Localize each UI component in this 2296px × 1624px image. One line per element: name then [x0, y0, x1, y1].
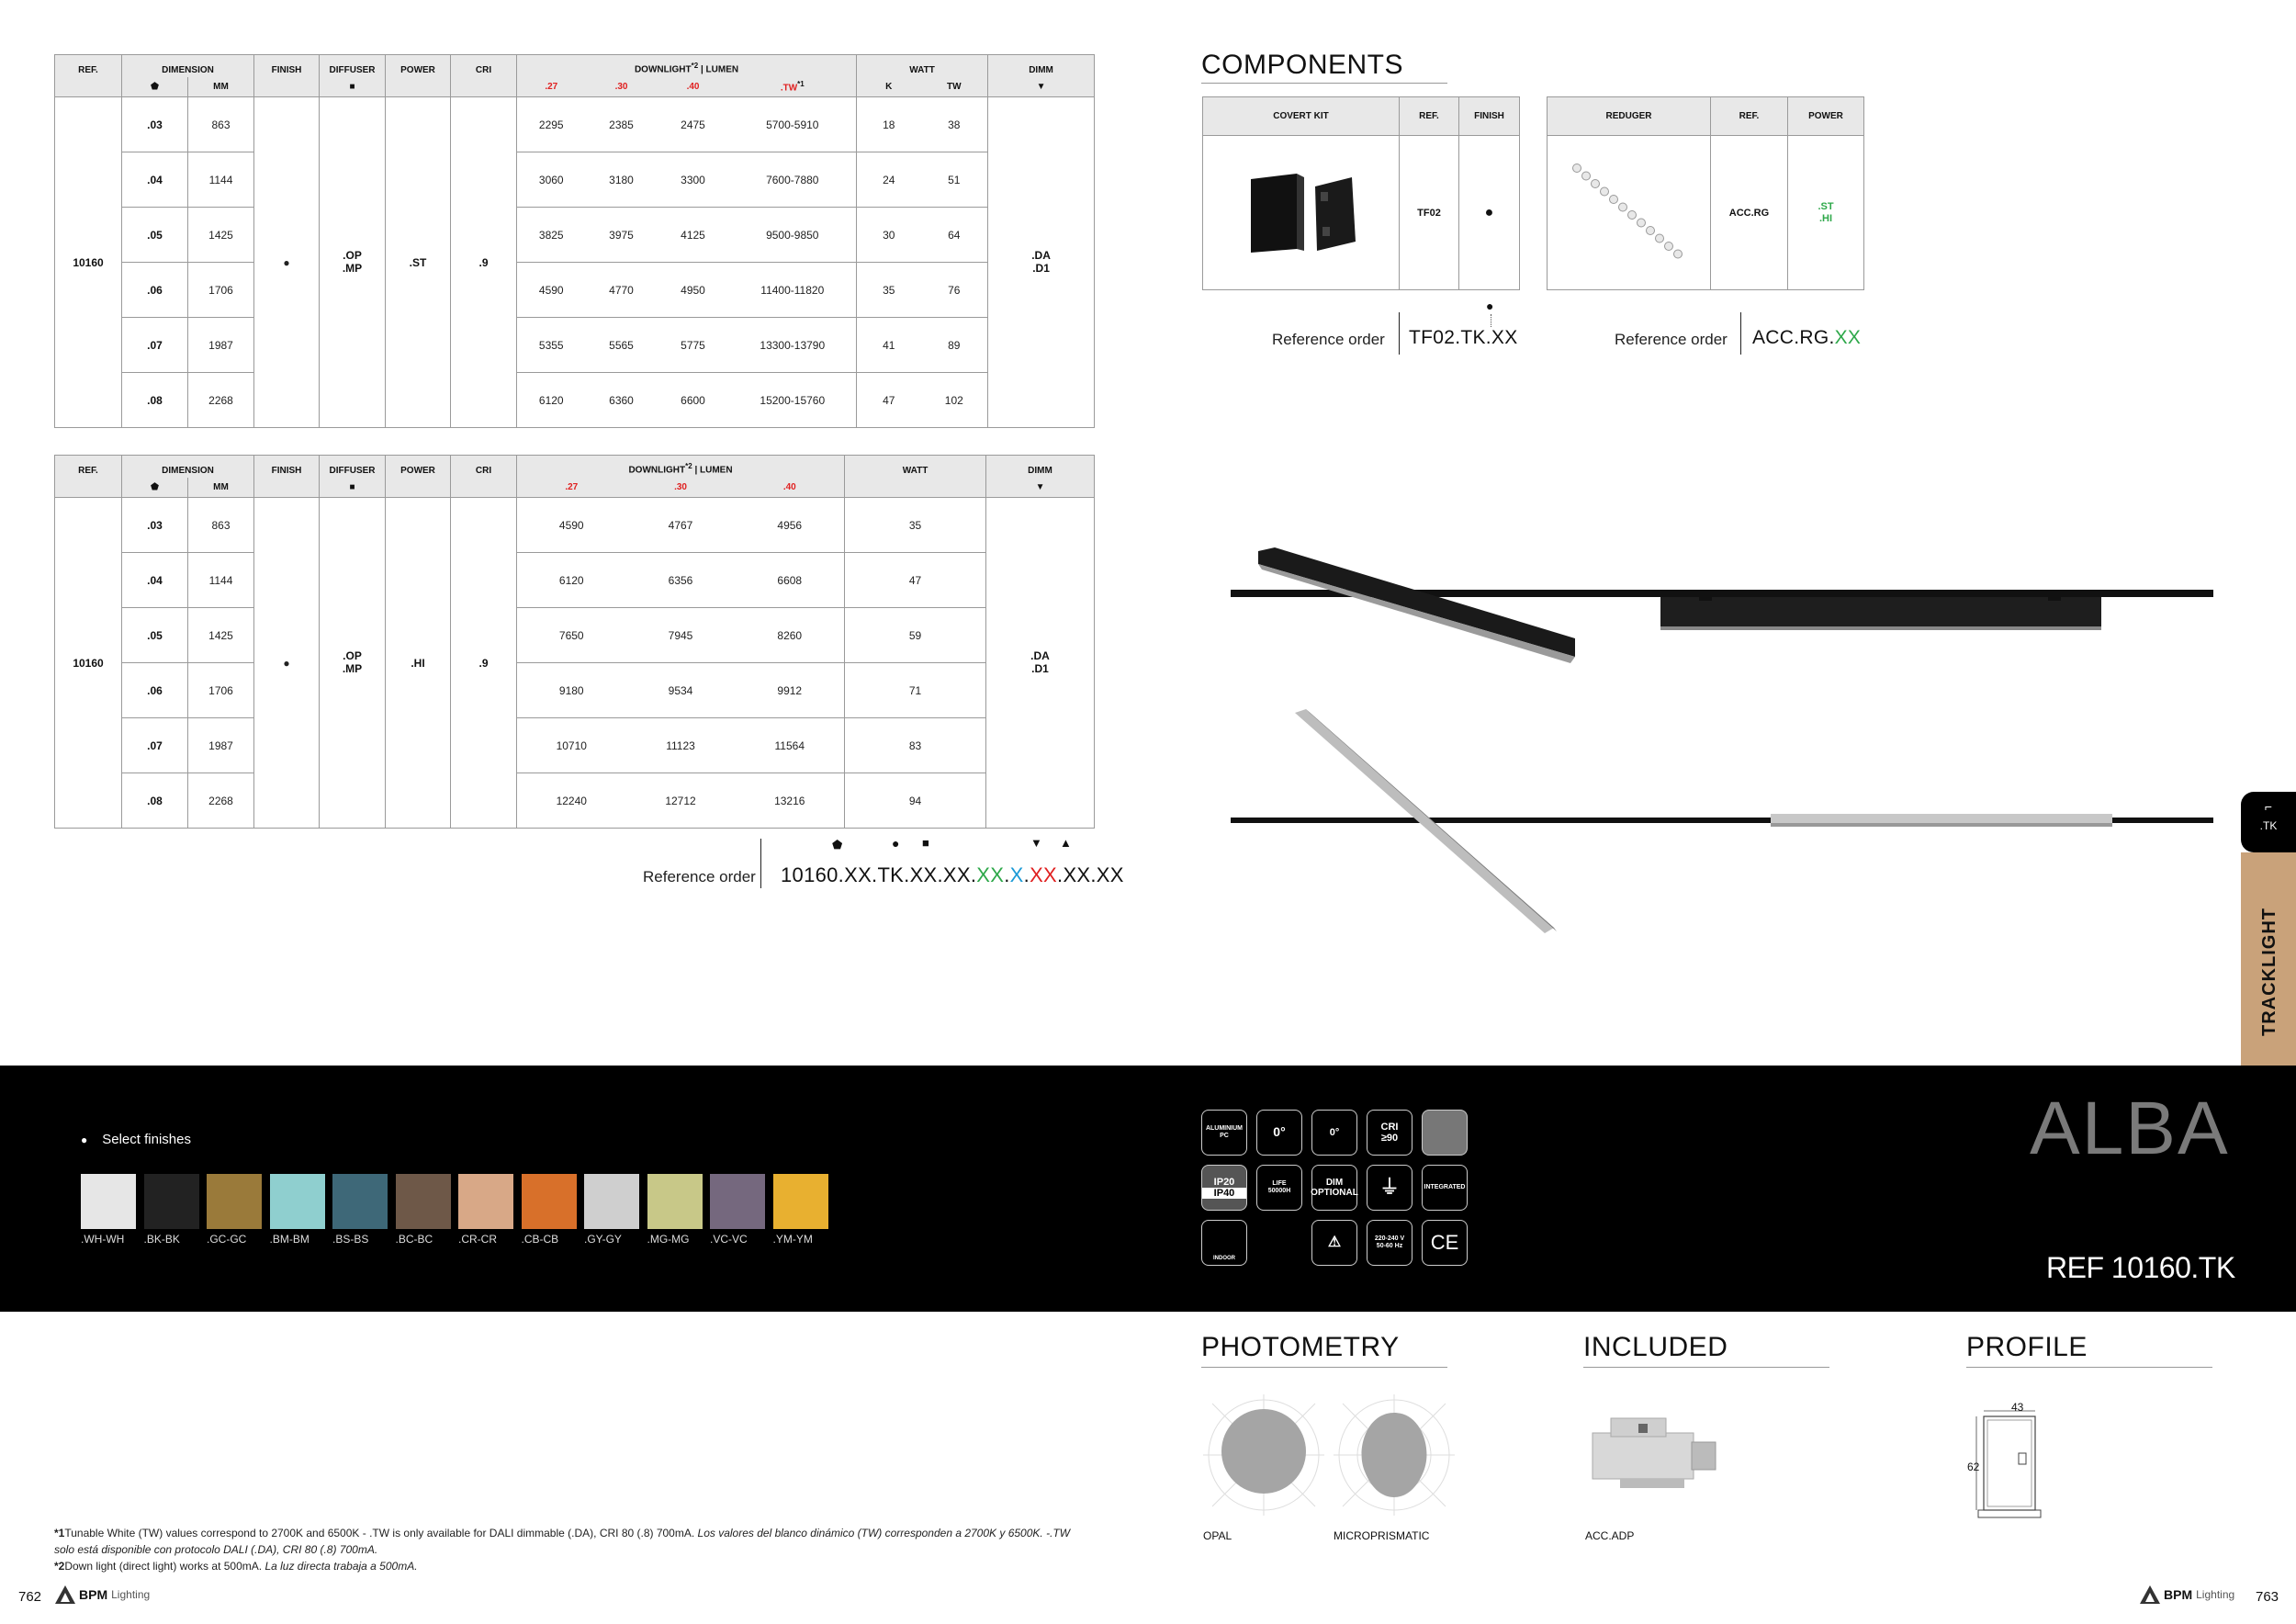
diffuser-marker: ■ [922, 836, 929, 850]
product-ref: REF 10160.TK [2046, 1251, 2235, 1284]
table-row: 10160 .03 863 ● .OP .MP .ST .9 2295 2385 2475 5700-5910 18 38 .DA .D1 [55, 97, 1095, 152]
track-icon: ⌐ [2264, 799, 2273, 814]
footnotes: *1Tunable White (TW) values correspond to 2700K and 6500K - .TW is only available for DALI dimmable (.DA), CRI 80 (.8) 700mA. Los valores del blanco dinámico (TW) corresponden a 2700K y 6500K. -.TW solo está disponible con protocolo DALI (.DA), CRI 80 (.8) 700mA. *2Down light (direct light) works at 500mA. La luz directa trabaja a 500mA. [54, 1527, 1071, 1573]
finish-swatch[interactable] [584, 1174, 639, 1229]
finish-label: .WH-WH [81, 1233, 125, 1246]
th-downlight: DOWNLIGHT$^{*2}$ | LUMEN [517, 55, 857, 77]
profile-title: PROFILE [1966, 1332, 2088, 1362]
finish-label: .GC-GC [207, 1233, 247, 1246]
finish-label: .VC-VC [710, 1233, 748, 1246]
th-ref: REF. [55, 55, 122, 77]
finish-swatch[interactable] [647, 1174, 703, 1229]
th-watt: WATT [857, 55, 988, 77]
select-finishes: ● Select finishes [81, 1132, 191, 1147]
tracklight-label: TRACKLIGHT [2259, 908, 2279, 1036]
finish-label: .BM-BM [269, 1233, 310, 1246]
diffuser-cell: .OP .MP [320, 97, 386, 428]
aluminium-icon: ALUMINIUM PC [1201, 1110, 1247, 1156]
finish-swatch[interactable] [710, 1174, 765, 1229]
finish-swatch[interactable] [332, 1174, 388, 1229]
finish-marker: ● [892, 836, 900, 851]
page-number-right: 763 [2256, 1589, 2279, 1605]
covert-kit-table: COVERT KIT REF. FINISH TF02 ● [1202, 96, 1520, 290]
photometry-opal [1203, 1394, 1324, 1516]
finish-swatch[interactable] [396, 1174, 451, 1229]
covert-kit-image [1203, 136, 1400, 290]
finish-swatch[interactable] [207, 1174, 262, 1229]
table-row: .08 2268 12240 12712 13216 94 [55, 773, 1095, 829]
reducer-table: REDUGER REF. POWER ACC.RG .ST .HI [1547, 96, 1864, 290]
tilt-icon: 0° [1256, 1110, 1302, 1156]
product-name: ALBA [2030, 1087, 2230, 1170]
reducer-order-code: ACC.RG.XX [1752, 327, 1862, 348]
reference-order-code: 10160.XX.TK.XX.XX.XX.X.XX.XX.XX [781, 863, 1124, 886]
finish-swatch[interactable] [270, 1174, 325, 1229]
side-tab[interactable] [2241, 852, 2296, 1066]
table-row: .07 1987 5355 5565 5775 13300-13790 41 89 [55, 318, 1095, 373]
th-mm: MM [188, 77, 254, 97]
th-diffuser: DIFFUSER [320, 55, 386, 77]
reducer-image [1548, 136, 1711, 290]
spec-table-st: REF. DIMENSION FINISH DIFFUSER POWER CRI DOWNLIGHT$^{*2}$ | LUMEN WATT DIMM ⬟ MM ■ .27 .30 .40 .TW$^{*1}$ K TW ▼ 10160 .03 863 ● .OP .MP .ST .9 2295 2385 2475 5700-5910 18 38 .DA .D1 .04 1144 3060 3180 3300 7600-7880 24 51 .05 1425 3825 3975 4125 9500-9850 30 64 .06 1706 4590 4770 4950 11400-11820 35 76 .07 1987 5355 5565 5775 13300-13790 41 89 .08 2268 6120 6360 6600 15200-15760 47 102 [54, 54, 1095, 428]
indoor-icon: INDOOR [1201, 1220, 1247, 1266]
dim-icon: DIM OPTIONAL [1311, 1165, 1357, 1211]
finish-label: .CR-CR [458, 1233, 497, 1246]
dimm-marker: ▼ [1030, 836, 1042, 850]
dimension-marker: ⬟ [832, 838, 843, 851]
th-power: POWER [386, 55, 451, 77]
life-icon: LIFE 50000H [1256, 1165, 1302, 1211]
finish-swatch[interactable] [458, 1174, 513, 1229]
included-title: INCLUDED [1583, 1332, 1728, 1362]
finish-label: .BK-BK [143, 1233, 180, 1246]
covert-finish-marker: ● [1486, 299, 1494, 313]
finish-label: .YM-YM [772, 1233, 813, 1246]
diffuser-icon: ■ [320, 77, 386, 97]
covert-order-code: TF02.TK.XX [1409, 327, 1518, 348]
ref-cell: 10160 [55, 97, 122, 428]
ip-rating-icon: IP20 IP40 [1201, 1165, 1247, 1211]
integrated-icon: INTEGRATED [1422, 1165, 1468, 1211]
glare-icon: ⚠ [1311, 1220, 1357, 1266]
earth-icon: ⏚ [1367, 1165, 1412, 1211]
finish-label: .BC-BC [395, 1233, 433, 1246]
product-render [1221, 542, 2223, 946]
bullet-icon: ● [81, 1133, 88, 1146]
table-row: .04 1144 3060 3180 3300 7600-7880 24 51 [55, 152, 1095, 208]
finish-swatch[interactable] [81, 1174, 136, 1229]
th-dimension: DIMENSION [122, 55, 254, 77]
side-tab-code-box[interactable]: ⌐ .TK [2241, 792, 2296, 852]
finish-swatch[interactable] [144, 1174, 199, 1229]
dimm-icon: ▼ [988, 77, 1095, 97]
table-row: .05 1425 3825 3975 4125 9500-9850 30 64 [55, 208, 1095, 263]
page-number-left: 762 [18, 1589, 42, 1605]
th-cri: CRI [451, 55, 517, 77]
dimm-cell: .DA .D1 [988, 97, 1095, 428]
photometry-title: PHOTOMETRY [1201, 1332, 1400, 1362]
th-finish: FINISH [254, 55, 320, 77]
finish-label: .GY-GY [584, 1233, 622, 1246]
cri-icon: CRI ≥90 [1367, 1110, 1412, 1156]
triangle-up-marker: ▲ [1060, 836, 1072, 850]
dimension-icon: ⬟ [122, 77, 188, 97]
components-title: COMPONENTS [1201, 50, 1404, 80]
photometry-microprismatic [1334, 1394, 1455, 1516]
adapter-image [1583, 1405, 1721, 1506]
ce-icon: CE [1422, 1220, 1468, 1266]
table-row: .05 1425 7650 7945 8260 59 [55, 608, 1095, 663]
spec-table-hi: REF. DIMENSION FINISH DIFFUSER POWER CRI DOWNLIGHT$^{*2}$ | LUMEN WATT DIMM ⬟ MM ■ .27 .30 .40 ▼ 10160 .03 863 ● .OP .MP .HI .9 4590 4767 4956 35 .DA .D1 .04 1144 6120 6356 6608 47 .05 1425 7650 7945 8260 59 .06 1706 9180 9534 9912 71 .07 1987 10710 11123 11564 83 .08 2268 12240 12712 13216 94 [54, 455, 1095, 829]
finish-swatch[interactable] [773, 1174, 828, 1229]
table-row: .07 1987 10710 11123 11564 83 [55, 718, 1095, 773]
table-row: .06 1706 9180 9534 9912 71 [55, 663, 1095, 718]
finish-swatch[interactable] [522, 1174, 577, 1229]
finish-cell: ● [254, 97, 320, 428]
rotation-icon: 0° [1311, 1110, 1357, 1156]
voltage-icon: 220-240 V 50-60 Hz [1367, 1220, 1412, 1266]
table-row: 10160 .03 863 ● .OP .MP .HI .9 4590 4767 4956 35 .DA .D1 [55, 498, 1095, 553]
table-row: .04 1144 6120 6356 6608 47 [55, 553, 1095, 608]
finish-label: .CB-CB [521, 1233, 559, 1246]
th-dimm: DIMM [988, 55, 1095, 77]
table-row: .06 1706 4590 4770 4950 11400-11820 35 76 [55, 263, 1095, 318]
driver-icon [1422, 1110, 1468, 1156]
table-row: .08 2268 6120 6360 6600 15200-15760 47 102 [55, 373, 1095, 428]
finish-label: .MG-MG [647, 1233, 690, 1246]
reference-order-label: Reference order [643, 868, 756, 885]
finish-label: .BS-BS [332, 1233, 369, 1246]
brand-logo-right: BPM Lighting [2140, 1585, 2234, 1604]
brand-logo-left: BPM Lighting [55, 1585, 150, 1604]
